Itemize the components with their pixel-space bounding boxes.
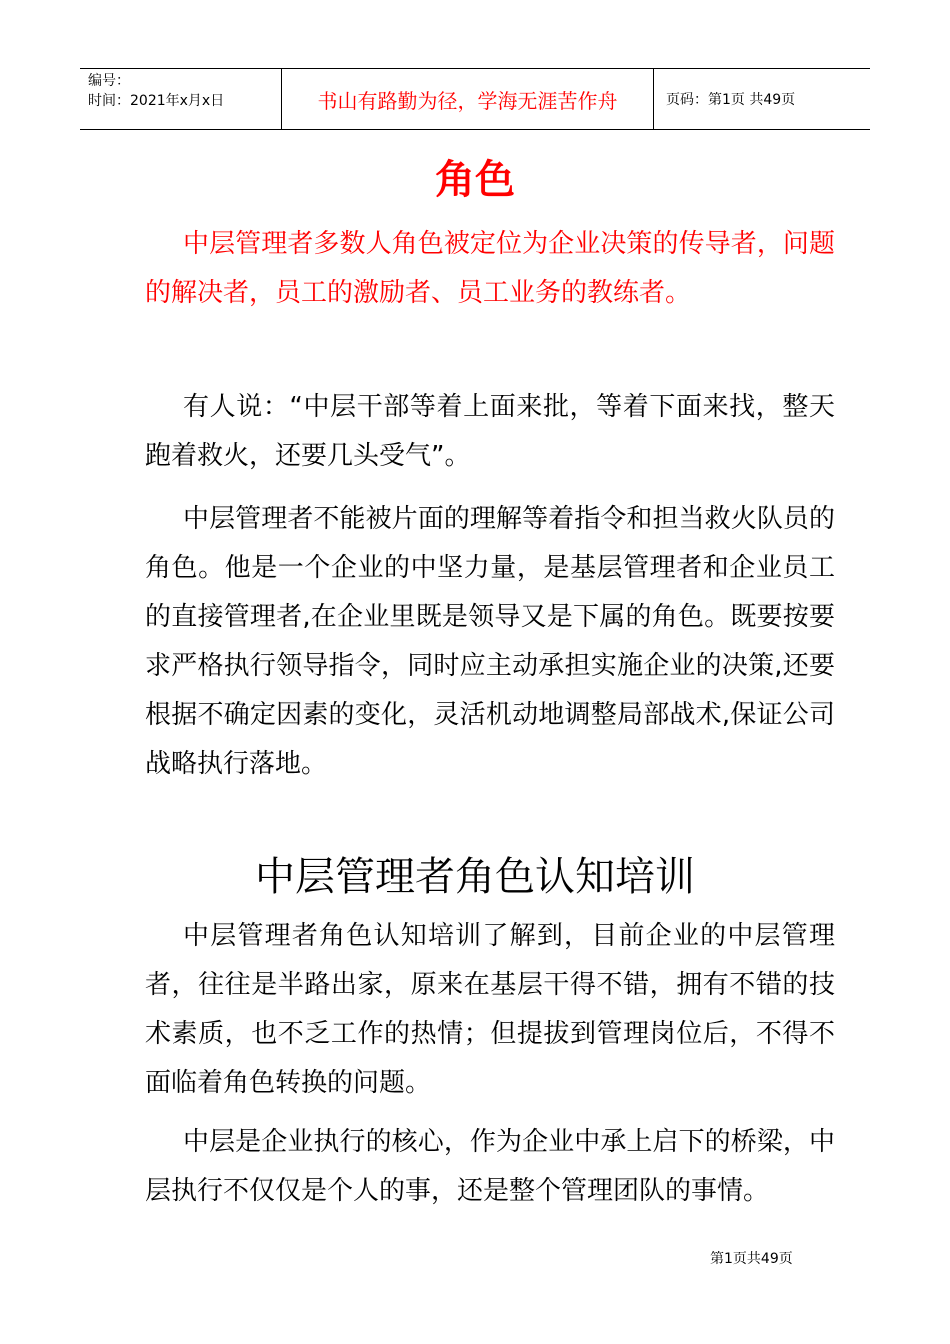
page-title: 角色 — [435, 157, 515, 203]
intro-paragraph-3: 中层管理者不能被片面的理解等着指令和担当救火队员的角色。他是一个企业的中坚力量，是基层管理者和企业员工的直接管理者,在企业里既是领导又是下属的角色。既要按要求严格执行领导指令，同时应主动承担实施企业的决策,还要根据不确定因素的变化，灵活机动地调整局部战术,保证公司战略执行落地。 — [145, 504, 835, 779]
header-meta — [80, 69, 282, 129]
header-motto: 书山有路勤为径，学海无涯苦作舟 — [282, 69, 654, 129]
header-number-label: 编号： — [88, 73, 130, 89]
page-footer: 第1页共49页 — [710, 1251, 793, 1267]
header-page-code: 页码：第1页 共49页 — [666, 92, 796, 108]
section-paragraph-2: 中层是企业执行的核心，作为企业中承上启下的桥梁，中层执行不仅仅是个人的事，还是整个管理团队的事情。 — [145, 1127, 835, 1206]
document-header — [80, 68, 870, 130]
section-paragraph-1: 中层管理者角色认知培训了解到，目前企业的中层管理者，往往是半路出家，原来在基层干得不错，拥有不错的技术素质，也不乏工作的热情；但提拔到管理岗位后，不得不面临着角色转换的问题。 — [145, 921, 835, 1098]
section-title: 中层管理者角色认知培训 — [255, 854, 695, 900]
header-time-label: 时间：2021年x月x日 — [88, 93, 225, 109]
intro-paragraph-1: 中层管理者多数人角色被定位为企业决策的传导者，问题的解决者，员工的激励者、员工业务的教练者。 — [145, 229, 835, 308]
intro-paragraph-2: 有人说：“中层干部等着上面来批，等着下面来找，整天跑着救火，还要几头受气”。 — [145, 392, 835, 471]
